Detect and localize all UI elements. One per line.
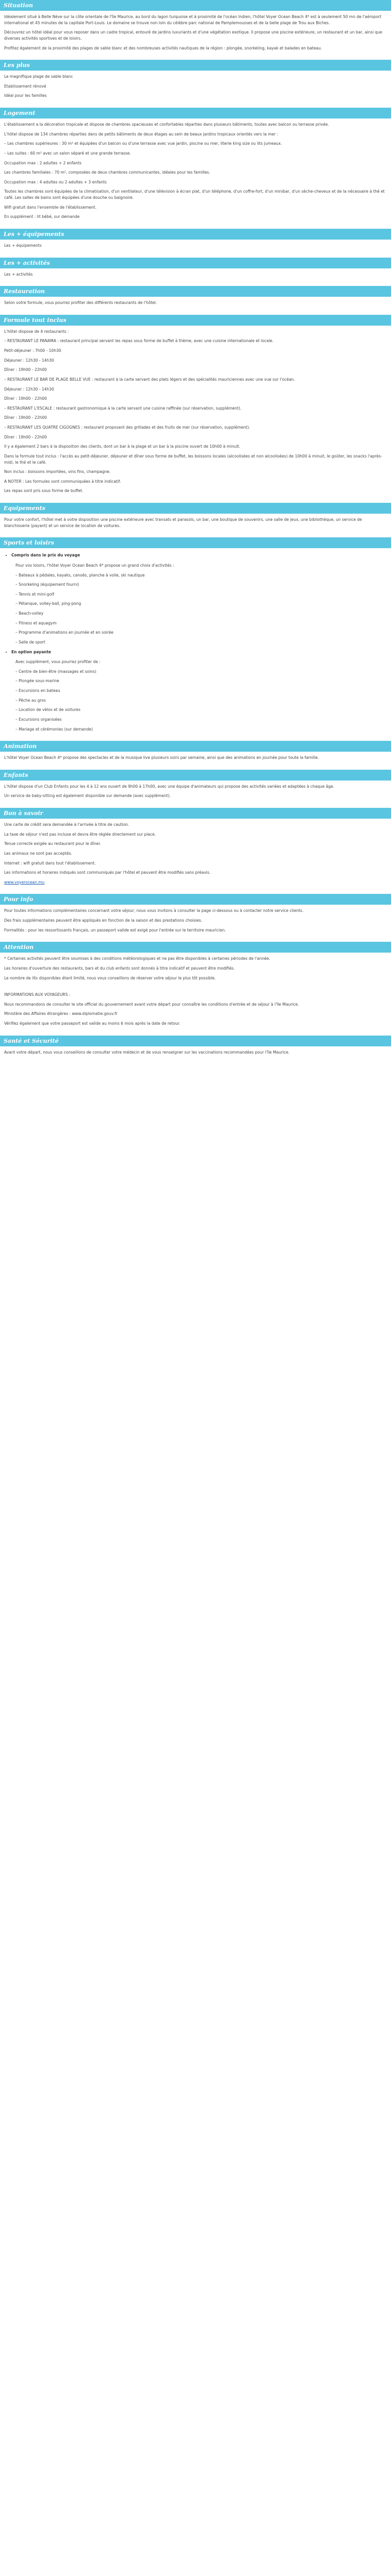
situation-paragraph: Idéalement situé à Belle Nève sur la côte orientale de l'île Maurice, au bord du lagon turquoise et à proximité de l'océan Indien, l'hôtel Voyer Ocean Beach 4* est à seulement 50 mn de l'aéroport international et 45 minutes de la capitale Port-Louis. Le domaine se trouve non loin du célèbre parc national de Pamplemousses et de la belle plage de Trou aux Biches. xyxy=(4,14,382,25)
sports-paid-list xyxy=(15,659,387,732)
section-title-les-plus-activites: Les + activités xyxy=(0,258,391,268)
bon-a-savoir-paragraph: La taxe de séjour n'est pas incluse et devra être réglée directement sur place. xyxy=(4,832,156,837)
sports-list xyxy=(11,552,387,558)
formule-line: Dîner : 19h00 - 22h00 xyxy=(4,367,47,372)
formule-intro: L'hôtel dispose de 4 restaurants : xyxy=(4,329,69,334)
formule-line: – RESTAURANT LE PANAMA : restaurant principal servant les repas sous forme de buffet à thème, avec une cuisine internationale et locale. xyxy=(4,338,274,344)
sports-paid-item: – Excursions organisées xyxy=(15,717,62,722)
sports-heading-included: • Compris dans le prix du voyage xyxy=(11,552,387,558)
sports-heading-paid: • En option payante xyxy=(11,649,387,655)
formule-line: Petit-déjeuner : 7h00 - 10h30 xyxy=(4,348,61,353)
situation-body xyxy=(0,11,391,60)
logement-paragraph: Occupation max : 2 adultes + 2 enfants xyxy=(4,160,82,165)
bon-a-savoir-paragraph: Internet : wifi gratuit dans tout l'établissement. xyxy=(4,860,96,866)
infos-voyageurs-label: INFORMATIONS AUX VOYAGEURS : xyxy=(4,992,71,997)
bon-a-savoir-paragraph: Les animaux ne sont pas acceptés. xyxy=(4,851,72,856)
bon-a-savoir-body xyxy=(0,819,391,894)
section-title-equipements: Equipements xyxy=(0,503,391,514)
section-title-formule: Formule tout inclus xyxy=(0,315,391,326)
formule-line: Dans la formule tout inclus : l'accès au petit-déjeuner, déjeuner et dîner sous forme de buffet, les boissons locales (alcoolisées et non alcoolisées) de 10h00 à minuit, le goûter, les snacks l'après-midi, le thé et le café. xyxy=(4,453,382,465)
animation-body xyxy=(0,752,391,770)
les-plus-item: Le magnifique plage de sable blanc xyxy=(4,74,73,79)
equipements-body xyxy=(0,514,391,537)
animation-paragraph: L'hôtel Voyer Ocean Beach 4* propose des spectacles et de la musique live plusieurs soirs par semaine, ainsi que des animations en journée pour toute la famille. xyxy=(4,755,319,760)
sante-paragraph: Avant votre départ, nous vous conseillons de consulter votre médecin et de vous renseigner sur les vaccinations recommandées pour l'île Maurice. xyxy=(4,1049,290,1055)
sports-paid-item: – Centre de bien-être (massages et soins) xyxy=(15,669,96,674)
bon-a-savoir-paragraph: Les informations et horaires indiqués sont communiqués par l'hôtel et peuvent être modifiés sans préavis. xyxy=(4,870,211,875)
formule-line: Déjeuner : 12h30 - 14h30 xyxy=(4,358,54,363)
logement-paragraph: L'établissement a la décoration tropicale et dispose de chambres spacieuses et confortables réparties dans plusieurs bâtiments, toutes avec balcon ou terrasse privée. xyxy=(4,122,329,127)
infos-voyageurs-paragraph: Ministère des Affaires étrangères : www.diplomatie.gouv.fr xyxy=(4,1011,118,1016)
logement-body xyxy=(0,118,391,229)
restauration-body xyxy=(0,297,391,315)
infos-voyageurs-paragraph: Nous recommandons de consulter le site officiel du gouvernement avant votre départ pour connaître les conditions d'entrée et de séjour à l'île Maurice. xyxy=(4,1002,299,1007)
les-plus-item: Etablissement rénové xyxy=(4,83,46,89)
sports-paid-item: Avec supplément, vous pourrez profiter de : xyxy=(15,659,101,665)
pour-info-body xyxy=(0,905,391,942)
formule-line: Non inclus : boissons importées, vins fins, champagne. xyxy=(4,469,111,474)
page xyxy=(0,0,391,1064)
les-plus-equipements-body xyxy=(0,240,391,258)
sports-included-item: – Salle de sport xyxy=(15,639,45,645)
logement-paragraph: L'hôtel dispose de 134 chambres réparties dans de petits bâtiments de deux étages au sein de beaux jardins tropicaux orientés vers la mer : xyxy=(4,131,279,137)
logement-paragraph: Toutes les chambres sont équipées de la climatisation, d'un ventilateur, d'une télévision à écran plat, d'un téléphone, d'un coffre-fort, d'un minibar, d'un sèche-cheveux et de la nécessaire à thé et café. Les salles de bains sont équipées d'une douche ou baignoire. xyxy=(4,189,385,200)
situation-paragraph: Profitez également de la proximité des plages de sable blanc et des nombreuses activités nautiques de la région : plongée, snorkeling, kayak et balades en bateau. xyxy=(4,45,322,50)
bon-a-savoir-paragraph: Tenue correcte exigée au restaurant pour le dîner. xyxy=(4,841,101,846)
logement-paragraph: Occupation max : 4 adultes ou 2 adultes + 3 enfants xyxy=(4,179,107,184)
section-title-animation: Animation xyxy=(0,741,391,752)
les-plus-body xyxy=(0,71,391,108)
logement-paragraph: Les chambres familiales : 70 m², composées de deux chambres communicantes, idéales pour les familles. xyxy=(4,170,210,175)
sports-included-item: – Beach-volley xyxy=(15,611,44,616)
formule-body xyxy=(0,326,391,503)
section-title-les-plus-equipements: Les + équipements xyxy=(0,229,391,240)
infos-voyageurs-paragraph: Vérifiez également que votre passeport est valide au moins 6 mois après la date de retour. xyxy=(4,1021,181,1026)
section-title-sports: Sports et loisirs xyxy=(0,537,391,548)
enfants-paragraph: Un service de baby-sitting est également disponible sur demande (avec supplément). xyxy=(4,793,171,799)
sports-list-paid xyxy=(11,649,387,655)
formule-line: A NOTER : Les formules sont communiquées à titre indicatif. xyxy=(4,479,121,484)
section-title-sante: Santé et Sécurité xyxy=(0,1036,391,1046)
formule-line: – RESTAURANT L'ESCALE : restaurant gastronomique à la carte servant une cuisine raffinée (sur réservation, supplément). xyxy=(4,405,242,411)
sante-body xyxy=(0,1046,391,1064)
formule-line: Déjeuner : 12h30 - 14h30 xyxy=(4,386,54,392)
formule-line: – RESTAURANT LES QUATRE CIGOGNES : restaurant proposant des grillades et des fruits de mer (sur réservation, supplément). xyxy=(4,425,250,430)
sports-paid-item: – Mariage et cérémonies (sur demande) xyxy=(15,726,93,732)
section-title-les-plus: Les plus xyxy=(0,60,391,71)
section-title-logement: Logement xyxy=(0,108,391,118)
attention-paragraph: * Certaines activités peuvent être soumises à des conditions météorologiques et ne pas être disponibles à certaines périodes de l'année. xyxy=(4,956,270,961)
situation-paragraph: Découvrez un hôtel idéal pour vous reposer dans un cadre tropical, entouré de jardins luxuriants et d'une végétation exotique. Il propose une piscine extérieure, un restaurant et un bar, ainsi que diverses activités sportives et de loisirs. xyxy=(4,30,382,41)
formule-line: Dîner : 19h00 - 22h00 xyxy=(4,434,47,439)
section-title-enfants: Enfants xyxy=(0,770,391,781)
section-title-restauration: Restauration xyxy=(0,286,391,297)
formule-line: – RESTAURANT LE BAR DE PLAGE BELLE VUE : restaurant à la carte servant des plats légers et des spécialités mauriciennes avec une vue sur l'océan. xyxy=(4,377,295,382)
pour-info-paragraph: Pour toutes informations complémentaires concernant votre séjour, nous vous invitons à consulter la page ci-dessous ou à contacter notre service clients. xyxy=(4,908,304,913)
sports-included-item: – Pétanque, volley-ball, ping-pong xyxy=(15,601,82,606)
section-title-pour-info: Pour info xyxy=(0,894,391,905)
attention-body xyxy=(0,953,391,1035)
sports-included-item: – Fitness et aquagym xyxy=(15,620,57,625)
sports-included-list xyxy=(15,563,387,646)
logement-paragraph: Wifi gratuit dans l'ensemble de l'établissement. xyxy=(4,205,96,210)
logement-paragraph: – Les suites : 60 m² avec un salon séparé et une grande terrasse. xyxy=(4,150,131,156)
sports-included-item: – Snorkeling (équipement fourni) xyxy=(15,582,79,587)
equipements-paragraph: Pour votre confort, l'hôtel met à votre disposition une piscine extérieure avec transats et parasols, un bar, une boutique de souvenirs, une salle de jeux, une bibliothèque, un service de blanchisserie (payant) et un service de location de voitures. xyxy=(4,517,362,528)
sports-paid-item: – Location de vélos et de voitures xyxy=(15,707,80,713)
attention-paragraph: Le nombre de lits disponibles étant limité, nous vous conseillons de réserver votre séjour le plus tôt possible. xyxy=(4,975,216,980)
enfants-body xyxy=(0,781,391,808)
les-plus-item: Idéal pour les familles xyxy=(4,93,47,98)
formule-line: Dîner : 19h00 - 22h00 xyxy=(4,396,47,401)
enfants-paragraph: L'hôtel dispose d'un Club Enfants pour les 4 à 12 ans ouvert de 9h00 à 17h00, avec une équipe d'animateurs qui propose des activités variées et adaptées à chaque âge. xyxy=(4,784,335,789)
les-plus-activites-body xyxy=(0,268,391,286)
formule-line: Il y a également 2 bars à la disposition des clients, dont un bar à la plage et un bar à la piscine ouvert de 10h00 à minuit. xyxy=(4,444,240,449)
logement-paragraph: En supplément : lit bébé, sur demande xyxy=(4,214,80,219)
sports-paid-item: – Plongée sous-marine xyxy=(15,679,59,684)
section-title-bon-a-savoir: Bon à savoir xyxy=(0,808,391,819)
sports-included-item: – Bateaux à pédales, kayaks, canoës, planche à voile, ski nautique xyxy=(15,572,145,578)
sports-body xyxy=(0,548,391,741)
logement-paragraph: – Les chambres supérieures : 30 m² et équipées d'un balcon ou d'une terrasse avec vue jardin, piscine ou mer, literie king size ou lits jumeaux. xyxy=(4,141,282,146)
restauration-paragraph: Selon votre formule, vous pourrez profiter des différents restaurants de l'hôtel. xyxy=(4,300,157,306)
section-title-situation: Situation xyxy=(0,0,391,11)
section-title-attention: Attention xyxy=(0,942,391,953)
sports-included-item: Pour vos loisirs, l'hôtel Voyer Ocean Beach 4* propose un grand choix d'activités : xyxy=(15,563,174,568)
sports-included-item: – Programme d'animations en journée et en soirée xyxy=(15,630,113,635)
formule-line: Les repas sont pris sous forme de buffet. xyxy=(4,488,84,494)
les-plus-equipements-text: Les + équipements xyxy=(4,243,42,248)
formule-line: Dîner : 19h00 - 22h00 xyxy=(4,415,47,420)
attention-paragraph: Les horaires d'ouverture des restaurants, bars et du club enfants sont donnés à titre indicatif et peuvent être modifiés. xyxy=(4,965,235,971)
sports-paid-item: – Pêche au gros xyxy=(15,698,46,703)
bon-a-savoir-paragraph: Une carte de crédit sera demandée à l'arrivée à titre de caution. xyxy=(4,822,129,827)
les-plus-activites-text: Les + activités xyxy=(4,272,33,277)
hotel-website-link[interactable]: www.voyerocean.mu xyxy=(4,879,45,885)
sports-paid-item: – Excursions en bateau xyxy=(15,688,60,693)
pour-info-paragraph: Des frais supplémentaires peuvent être appliqués en fonction de la saison et des prestations choisies. xyxy=(4,918,202,923)
sports-included-item: – Tennis et mini-golf xyxy=(15,591,54,597)
pour-info-paragraph: Formalités : pour les ressortissants français, un passeport valide est exigé pour l'entrée sur le territoire mauricien. xyxy=(4,927,226,933)
